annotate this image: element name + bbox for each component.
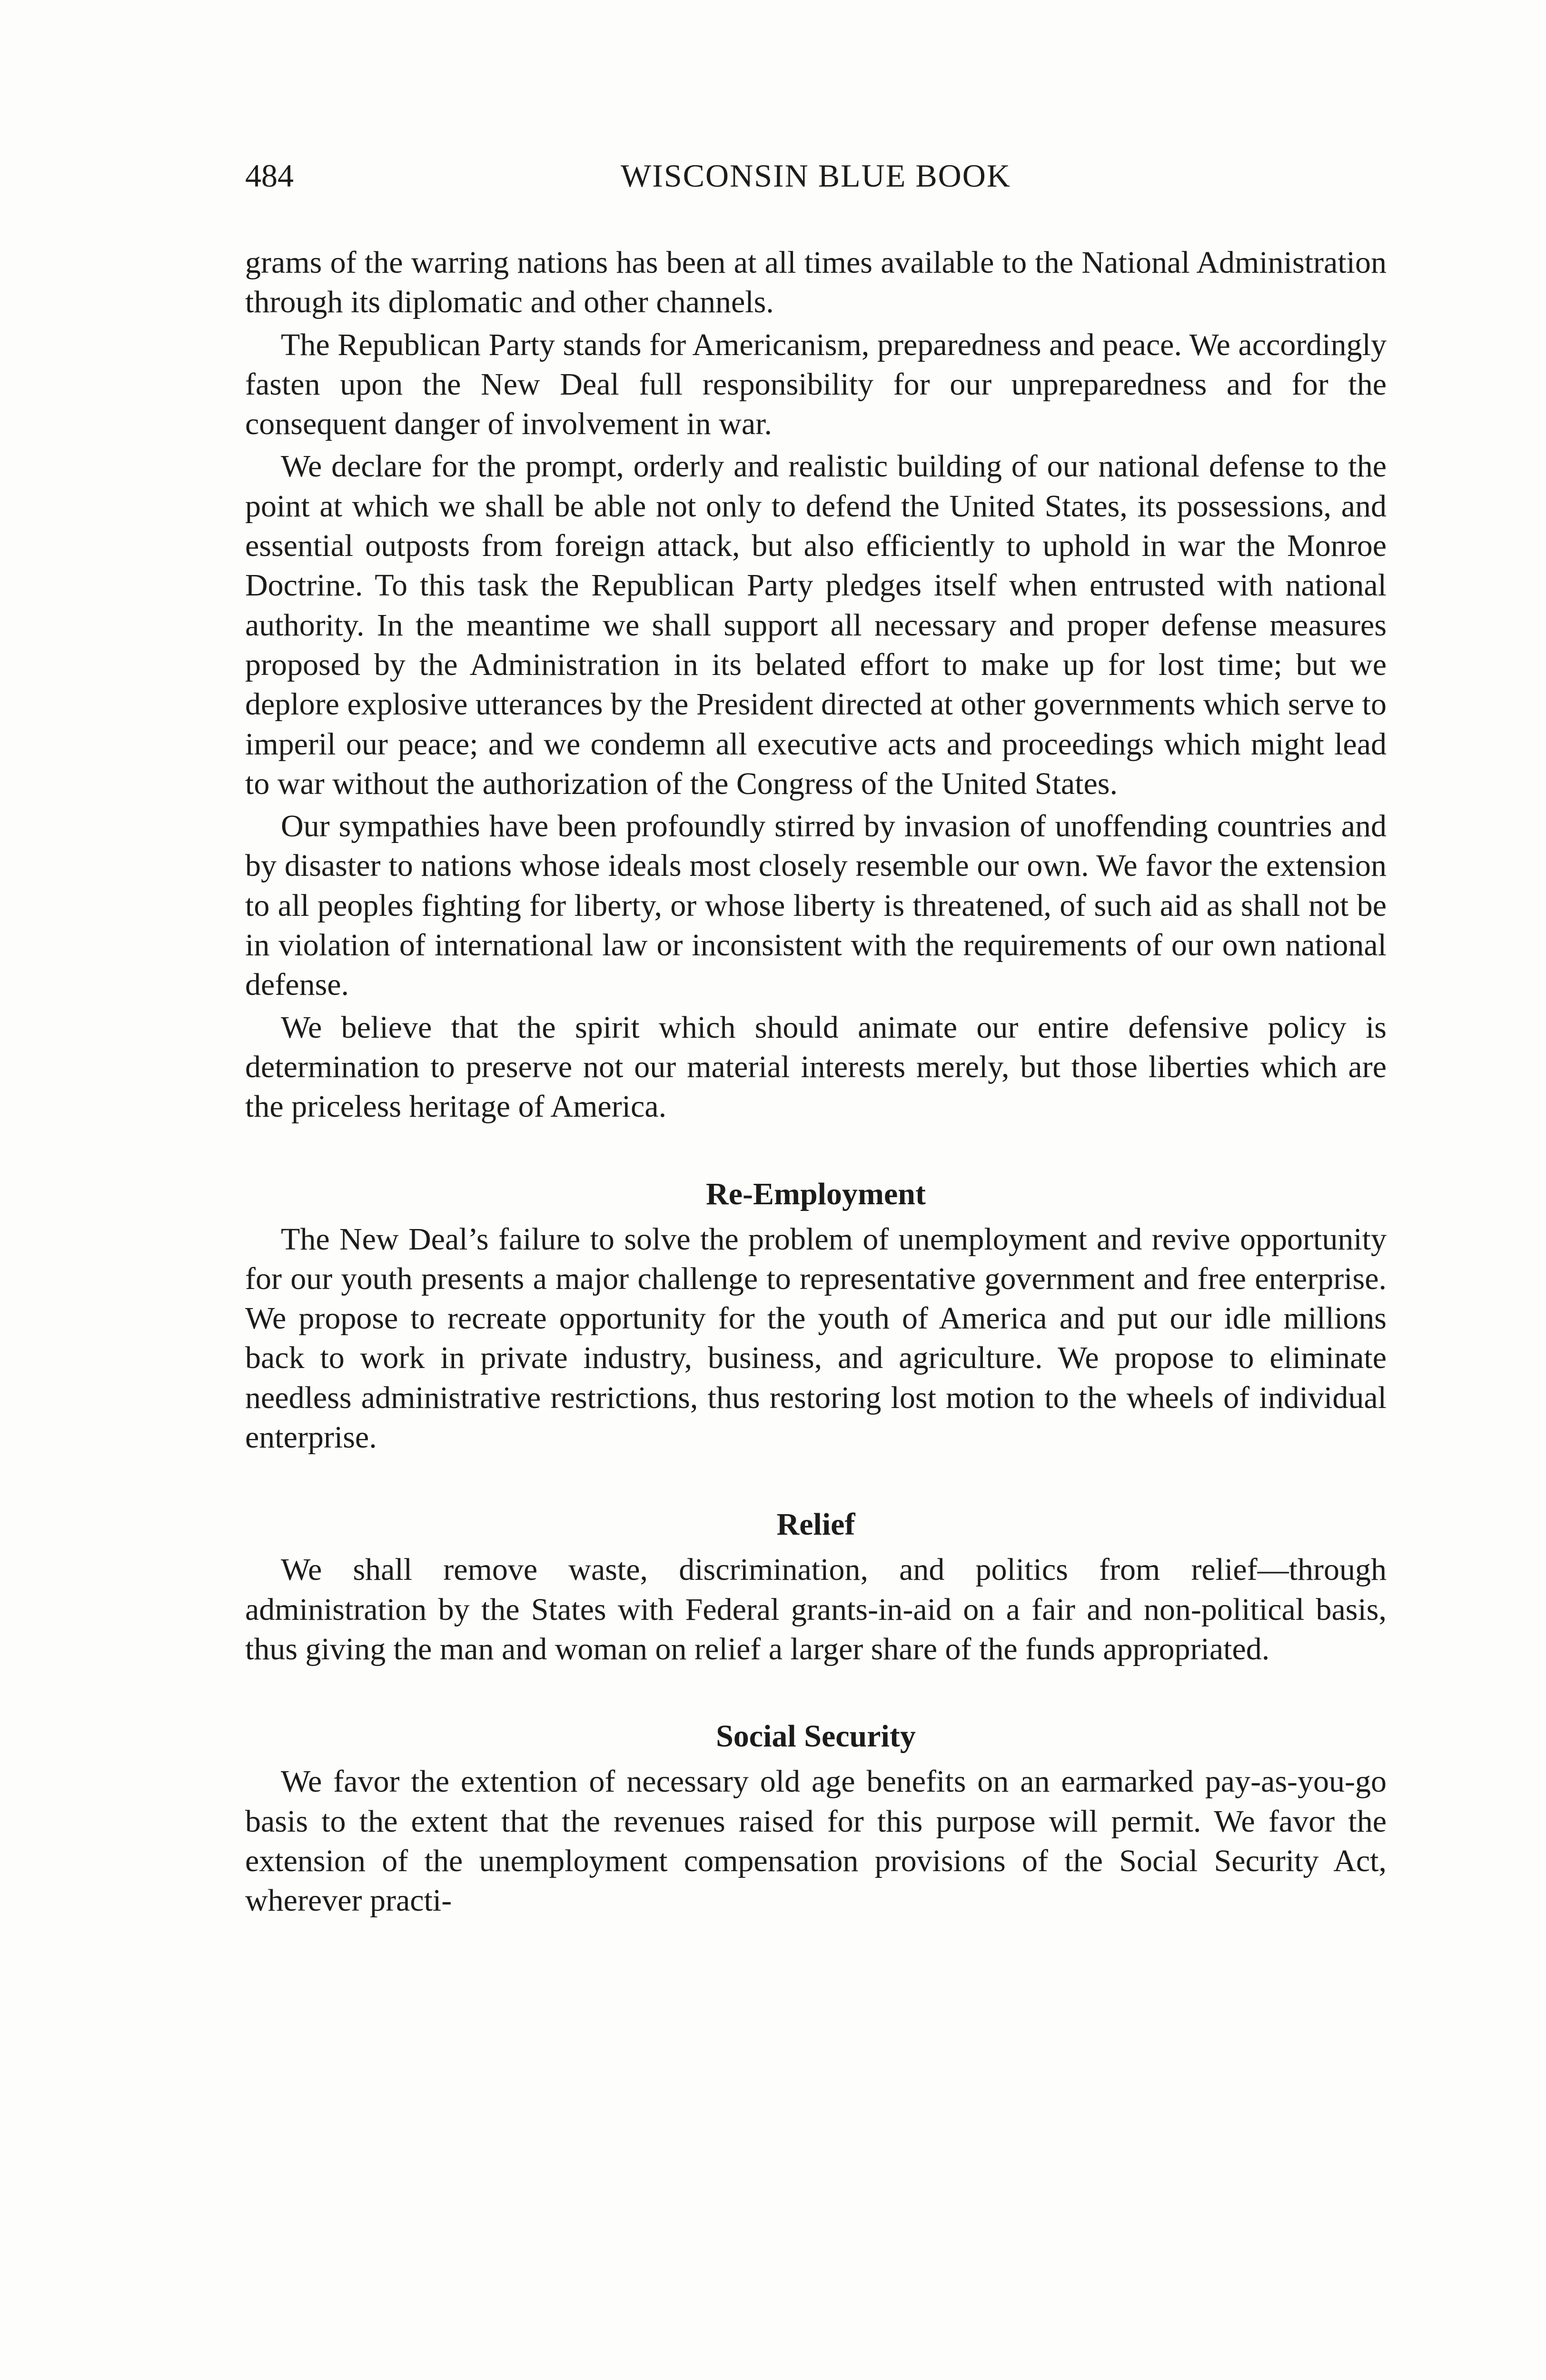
body-text [245,243,1387,1923]
running-title: WISCONSIN BLUE BOOK [621,158,1011,194]
paragraph-social-security: We favor the extention of necessary old age benefits on an earmarked pay-as-you-go basis to the extent that the revenues raised for this purpose will permit. We favor the extension of the unemployment compensation provisions of the Social Security Act, wherever practi- [245,1764,1387,1918]
paragraph-americanism: The Republican Party stands for Americanism, preparedness and peace. We accordingly fasten upon the New Deal full responsibility for our unpreparedness and for the consequent danger of involvement in war. [245,327,1387,442]
paragraph-continuation: grams of the warring nations has been at all times available to the National Administration through its diplomatic and other channels. [245,245,1387,320]
section-heading-reemployment: Re-Employment [706,1176,926,1211]
paragraph-sympathies: Our sympathies have been profoundly stirred by invasion of unoffending countries and by disaster to nations whose ideals most closely resemble our own. We favor the extension to all peoples fighting for liberty, or whose liberty is threatened, of such aid as shall not be in violation of international law or inconsistent with the requirements of our own national defense. [245,809,1387,1002]
section-heading-social-security: Social Security [716,1719,916,1754]
paragraph-defensive-policy: We believe that the spirit which should animate our entire defensive policy is determination to preserve not our material interests merely, but those liberties which are the priceless heritage of America. [245,1010,1387,1124]
paragraph-relief: We shall remove waste, discrimination, and politics from relief—through administration by the States with Federal grants-in-aid on a fair and non-political basis, thus giving the man and woman on relief a larger share of the funds appropriated. [245,1552,1387,1666]
page-header [245,157,1387,209]
paragraph-reemployment: The New Deal’s failure to solve the problem of unemployment and revive opportunity for our youth presents a major challenge to representative government and free enterprise. We propose to recreate opportunity for the youth of America and put our idle millions back to work in private industry, business, and agriculture. We propose to eliminate needless administrative restrictions, thus restoring lost motion to the wheels of individual enterprise. [245,1221,1387,1455]
paragraph-national-defense: We declare for the prompt, orderly and realistic building of our national defense to the point at which we shall be able not only to defend the United States, its possessions, and essential outposts from foreign attack, but also efficiently to uphold in war the Monroe Doctrine. To this task the Republican Party pledges itself when entrusted with national authority. In the meantime we shall support all necessary and proper defense measures proposed by the Administration in its belated effort to make up for lost time; but we deplore explosive utterances by the President directed at other governments which serve to imperil our peace; and we condemn all executive acts and proceedings which might lead to war without the authorization of the Congress of the United States. [245,449,1387,801]
section-heading-relief: Relief [776,1507,855,1542]
page-number: 484 [245,158,294,194]
